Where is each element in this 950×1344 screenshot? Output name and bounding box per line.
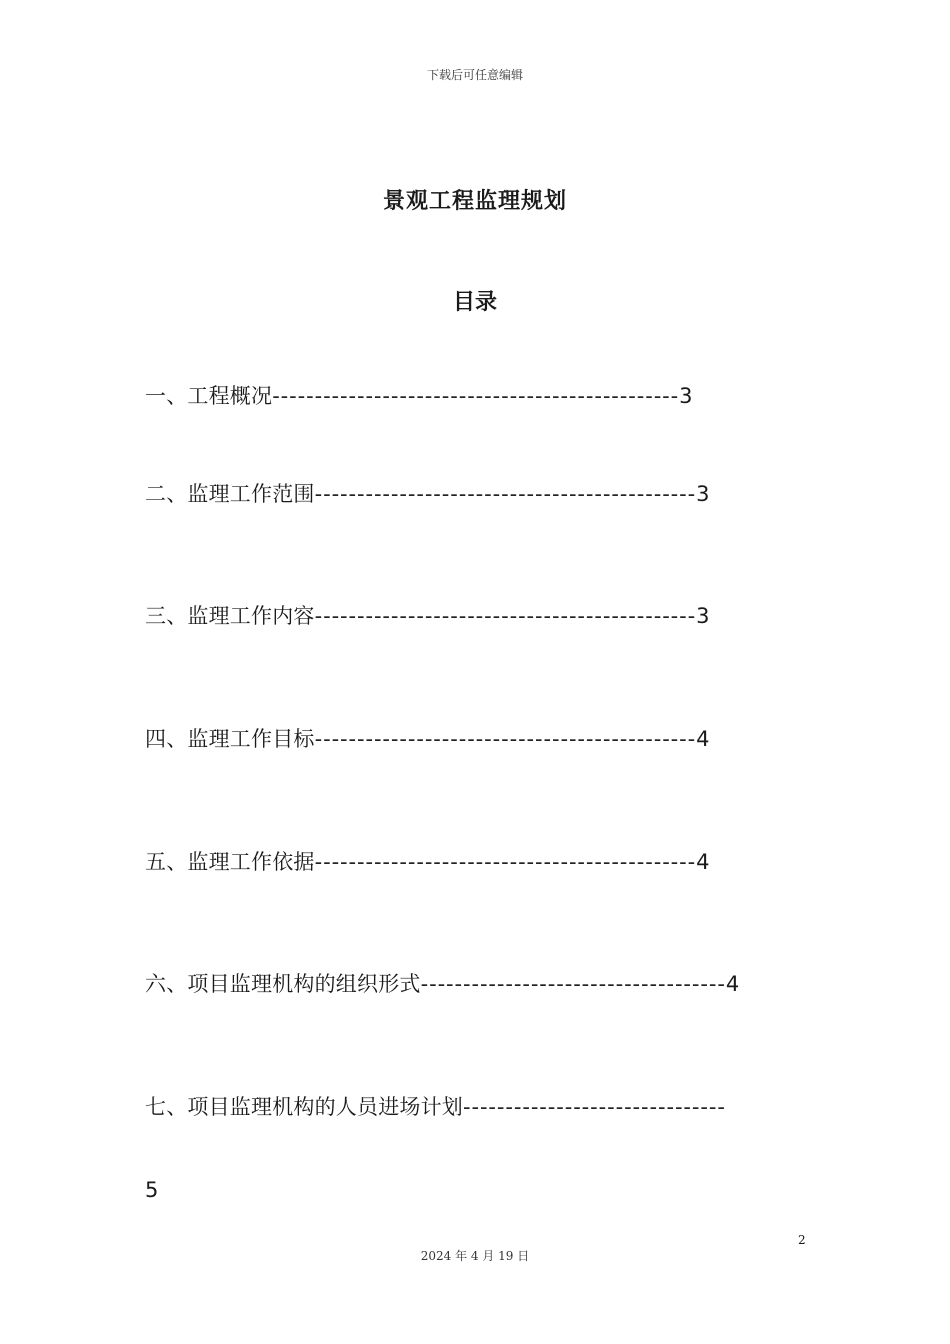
page-footer-date: 2024 年 4 月 19 日 <box>420 1249 530 1263</box>
toc-leader: --------------------------------------------- <box>314 727 697 751</box>
toc-leader: ------------------------------- <box>463 1095 726 1119</box>
toc-entry[interactable] <box>145 1091 726 1121</box>
toc-entry-label: 一、工程概况 <box>145 384 273 408</box>
document-title: 景观工程监理规划 <box>382 189 567 214</box>
toc-leader: ------------------------------------ <box>420 972 726 996</box>
toc-leader: ------------------------------------------------ <box>272 384 680 408</box>
toc-leader: --------------------------------------------- <box>314 482 697 506</box>
page-number: 2 <box>798 1233 806 1247</box>
toc-entry-page: 3 <box>679 384 693 408</box>
toc-leader: --------------------------------------------- <box>314 604 697 628</box>
toc-entry-label: 七、项目监理机构的人员进场计划 <box>145 1095 463 1119</box>
toc-entry-page: 4 <box>696 727 710 751</box>
toc-leader: --------------------------------------------- <box>314 850 697 874</box>
toc-entry[interactable] <box>145 723 710 753</box>
page-header: 下载后可任意编辑 <box>426 68 523 82</box>
toc-entry-page: 4 <box>725 972 740 996</box>
toc-entry[interactable] <box>145 846 710 876</box>
toc-entry-page: 3 <box>696 482 710 506</box>
toc-entry-page: 3 <box>696 604 710 628</box>
toc-entry-page: 5 <box>145 1178 159 1202</box>
toc-entry-label: 六、项目监理机构的组织形式 <box>145 972 421 996</box>
toc-entry[interactable] <box>145 478 710 508</box>
toc-entry-label: 三、监理工作内容 <box>145 604 315 628</box>
toc-entry-label: 五、监理工作依据 <box>145 850 315 874</box>
toc-entry-wrap[interactable] <box>145 1178 159 1202</box>
toc-entry[interactable] <box>145 600 710 630</box>
toc-entry[interactable] <box>145 968 739 998</box>
toc-entry[interactable] <box>145 380 693 410</box>
toc-entry-label: 二、监理工作范围 <box>145 482 315 506</box>
toc-entry-label: 四、监理工作目标 <box>145 727 315 751</box>
toc-entry-page: 4 <box>696 850 710 874</box>
toc-heading: 目录 <box>452 290 497 315</box>
